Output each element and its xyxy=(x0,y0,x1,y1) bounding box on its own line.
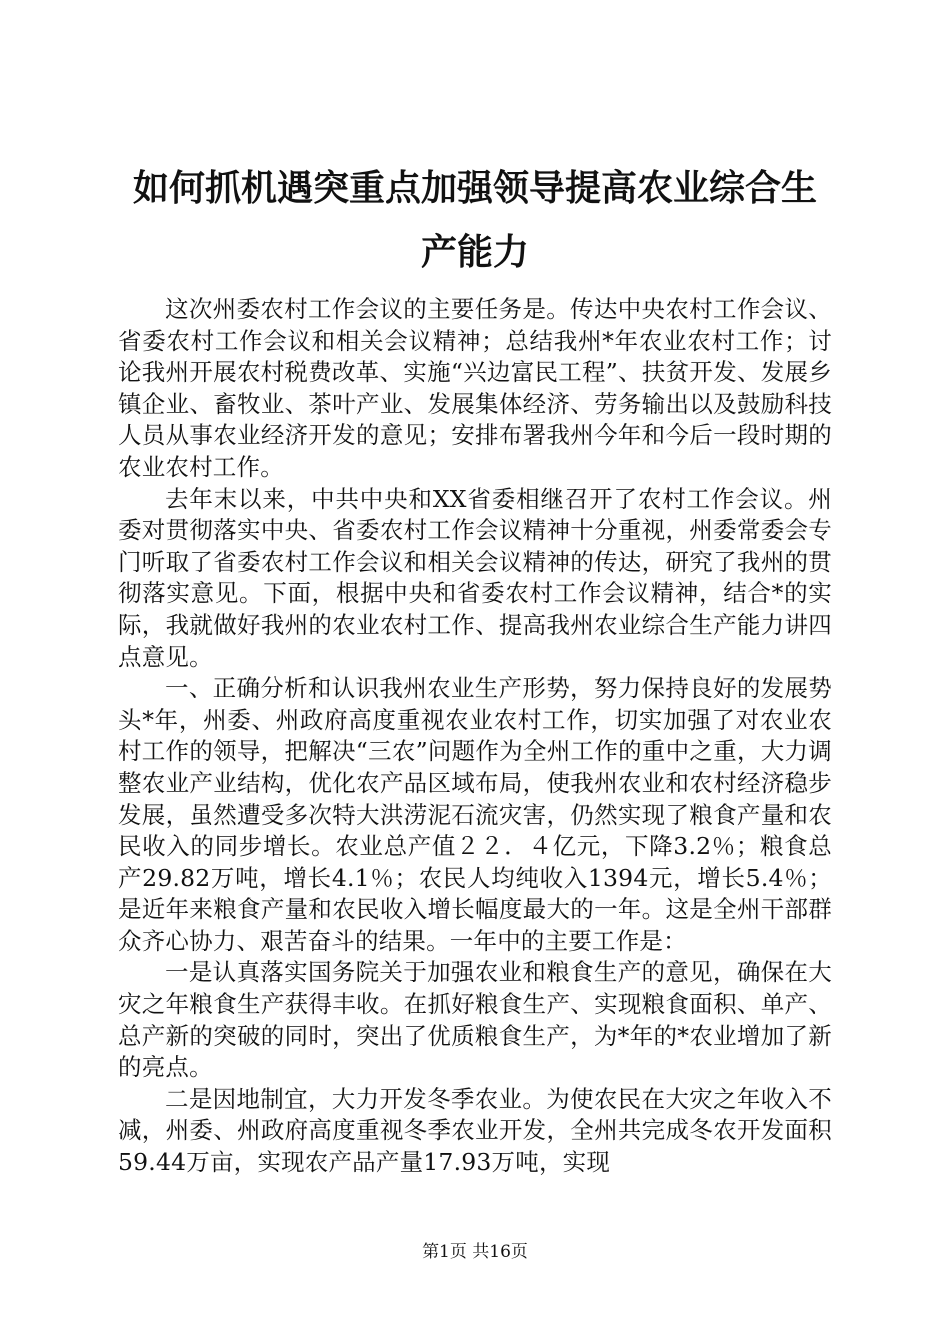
paragraph-3: 一、正确分析和认识我州农业生产形势，努力保持良好的发展势头*年，州委、州政府高度重视农业农村工作，切实加强了对农业农村工作的领导，把解决“三农”问题作为全州工作的重中之重，大力调整农业产业结构，优化农产品区域布局，使我州农业和农村经济稳步发展，虽然遭受多次特大洪涝泥石流灾害，仍然实现了粮食产量和农民收入的同步增长。农业总产值２２．４亿元，下降3.2％；粮食总产29.82万吨，增长4.1％；农民人均纯收入1394元，增长5.4％；是近年来粮食产量和农民收入增长幅度最大的一年。这是全州干部群众齐心协力、艰苦奋斗的结果。一年中的主要工作是： xyxy=(118,674,832,955)
paragraph-5: 二是因地制宜，大力开发冬季农业。为使农民在大灾之年收入不减，州委、州政府高度重视冬季农业开发，全州共完成冬农开发面积59.44万亩，实现农产品产量17.93万吨，实现 xyxy=(118,1084,832,1177)
document-body xyxy=(118,294,832,1179)
paragraph-2: 去年末以来，中共中央和XX省委相继召开了农村工作会议。州委对贯彻落实中央、省委农村工作会议精神十分重视，州委常委会专门听取了省委农村工作会议和相关会议精神的传达，研究了我州的贯彻落实意见。下面，根据中央和省委农村工作会议精神，结合*的实际，我就做好我州的农业农村工作、提高我州农业综合生产能力讲四点意见。 xyxy=(118,484,832,671)
page-footer: 第1页 共16页 xyxy=(422,1242,528,1262)
paragraph-4: 一是认真落实国务院关于加强农业和粮食生产的意见，确保在大灾之年粮食生产获得丰收。在抓好粮食生产、实现粮食面积、单产、总产新的突破的同时，突出了优质粮食生产，为*年的*农业增加了新的亮点。 xyxy=(118,958,832,1082)
paragraph-1: 这次州委农村工作会议的主要任务是。传达中央农村工作会议、省委农村工作会议和相关会议精神；总结我州*年农业农村工作；讨论我州开展农村税费改革、实施“兴边富民工程”、扶贫开发、发展乡镇企业、畜牧业、茶叶产业、发展集体经济、劳务输出以及鼓励科技人员从事农业经济开发的意见；安排布署我州今年和今后一段时期的农业农村工作。 xyxy=(118,295,832,481)
document-title: 如何抓机遇突重点加强领导提高农业综合生产能力 xyxy=(132,167,817,273)
